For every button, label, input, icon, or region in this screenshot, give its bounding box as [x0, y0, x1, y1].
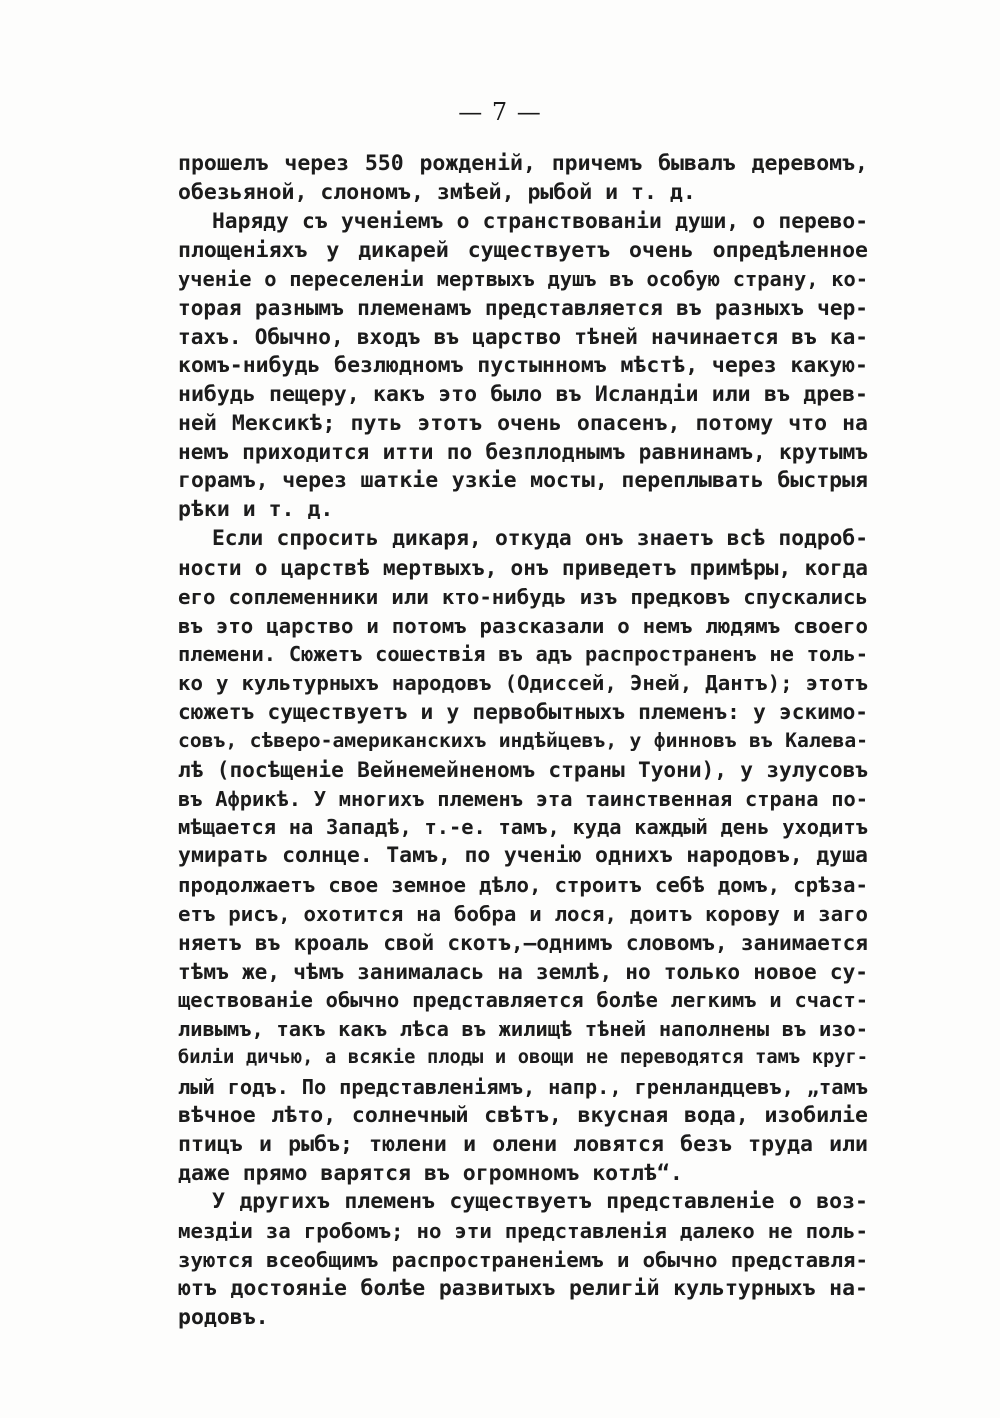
text-line: даже прямо варятся въ огромномъ котлѣ“.: [178, 1160, 683, 1186]
text-line: нибудь пещеру, какъ это было въ Исландіи или въ древ-: [178, 381, 868, 407]
text-line: площеніяхъ у дикарей существуетъ очень опредѣленное: [178, 237, 868, 263]
text-line: У другихъ племенъ существуетъ представленіе о воз-: [212, 1189, 868, 1215]
text-line: вѣчное лѣто, солнечный свѣтъ, вкусная вода, изобиліе: [178, 1102, 868, 1128]
text-line: ютъ достояніе болѣе развитыхъ религій культурныхъ на-: [178, 1275, 868, 1301]
text-line: племени. Сюжетъ сошествія въ адъ распространенъ не толь-: [178, 642, 868, 667]
text-line: лый годъ. По представленіямъ, напр., гренландцевъ, „тамъ: [178, 1075, 868, 1099]
text-line: ществованіе обычно представляется болѣе легкимъ и счаст-: [178, 988, 868, 1013]
text-line: сюжетъ существуетъ и у первобытныхъ племенъ: у эскимо-: [178, 699, 868, 725]
page-number: — 7 —: [458, 98, 542, 126]
text-line: ливымъ, такъ какъ лѣса въ жилищѣ тѣней наполнены въ изо-: [178, 1017, 868, 1042]
text-line: мѣщается на Западѣ, т.-е. тамъ, куда каждый день уходитъ: [178, 815, 868, 840]
text-line: мездіи за гробомъ; но эти представленія далеко не поль-: [178, 1219, 868, 1244]
text-line: тахъ. Обычно, входъ въ царство тѣней начинается въ ка-: [178, 324, 868, 350]
text-line: Наряду съ ученіемъ о странствованіи души, о перево-: [212, 208, 868, 234]
text-line: ности о царствѣ мертвыхъ, онъ приведетъ примѣры, когда: [178, 554, 868, 580]
text-line: торая разнымъ племенамъ представляется въ разныхъ чер-: [178, 295, 868, 321]
text-line: комъ-нибудь безлюдномъ пустынномъ мѣстѣ, через какую-: [178, 352, 868, 378]
text-line: етъ рисъ, охотится на бобра и лося, доитъ корову и заго: [178, 901, 868, 926]
text-line: ученіе о переселеніи мертвыхъ душъ въ особую страну, ко-: [178, 267, 868, 292]
text-line: птицъ и рыбъ; тюлени и олени ловятся безъ труда или: [178, 1131, 868, 1157]
text-line: рѣки и т. д.: [178, 497, 334, 523]
text-line: няетъ въ кроаль свой скотъ,—однимъ словомъ, занимается: [178, 929, 868, 955]
text-line: горамъ, через шаткіе узкіе мосты, переплывать быстрыя: [178, 468, 868, 494]
text-line: умирать солнце. Тамъ, по ученію однихъ народовъ, душа: [178, 843, 868, 869]
text-line: совъ, сѣверо-американскихъ индѣйцевъ, у финновъ въ Калева-: [178, 728, 868, 752]
text-line: прошелъ через 550 рожденій, причемъ бывалъ деревомъ,: [178, 151, 868, 176]
text-line: ней Мексикѣ; путь этотъ очень опасенъ, потому что на: [178, 410, 868, 436]
text-line: лѣ (посѣщеніе Вейнемейненомъ страны Туони), у зулусовъ: [178, 756, 868, 782]
text-line: въ Африкѣ. У многихъ племенъ эта таинственная страна по-: [178, 786, 868, 811]
text-line: Если спросить дикаря, откуда онъ знаетъ всѣ подроб-: [212, 525, 868, 551]
text-line: немъ приходится итти по безплоднымъ равнинамъ, крутымъ: [178, 439, 868, 465]
text-line: родовъ.: [178, 1304, 269, 1330]
text-line: продолжаетъ свое земное дѣло, строитъ себѣ домъ, срѣза-: [178, 873, 868, 898]
body-text: [178, 150, 868, 1333]
text-line: тѣмъ же, чѣмъ занималась на землѣ, но только новое су-: [178, 958, 868, 984]
text-line: въ это царство и потомъ разсказали о немъ людямъ своего: [178, 613, 868, 638]
text-line: биліи дичью, а всякіе плоды и овощи не переводятся тамъ круг-: [178, 1047, 868, 1069]
text-line: его соплеменники или кто-нибудь изъ предковъ спускались: [178, 584, 868, 609]
text-line: зуются всеобщимъ распространеніемъ и обычно представля-: [178, 1248, 868, 1273]
text-line: обезьяной, слономъ, змѣей, рыбой и т. д.: [178, 179, 696, 205]
text-line: ко у культурныхъ народовъ (Одиссей, Эней, Дантъ); этотъ: [178, 671, 868, 696]
